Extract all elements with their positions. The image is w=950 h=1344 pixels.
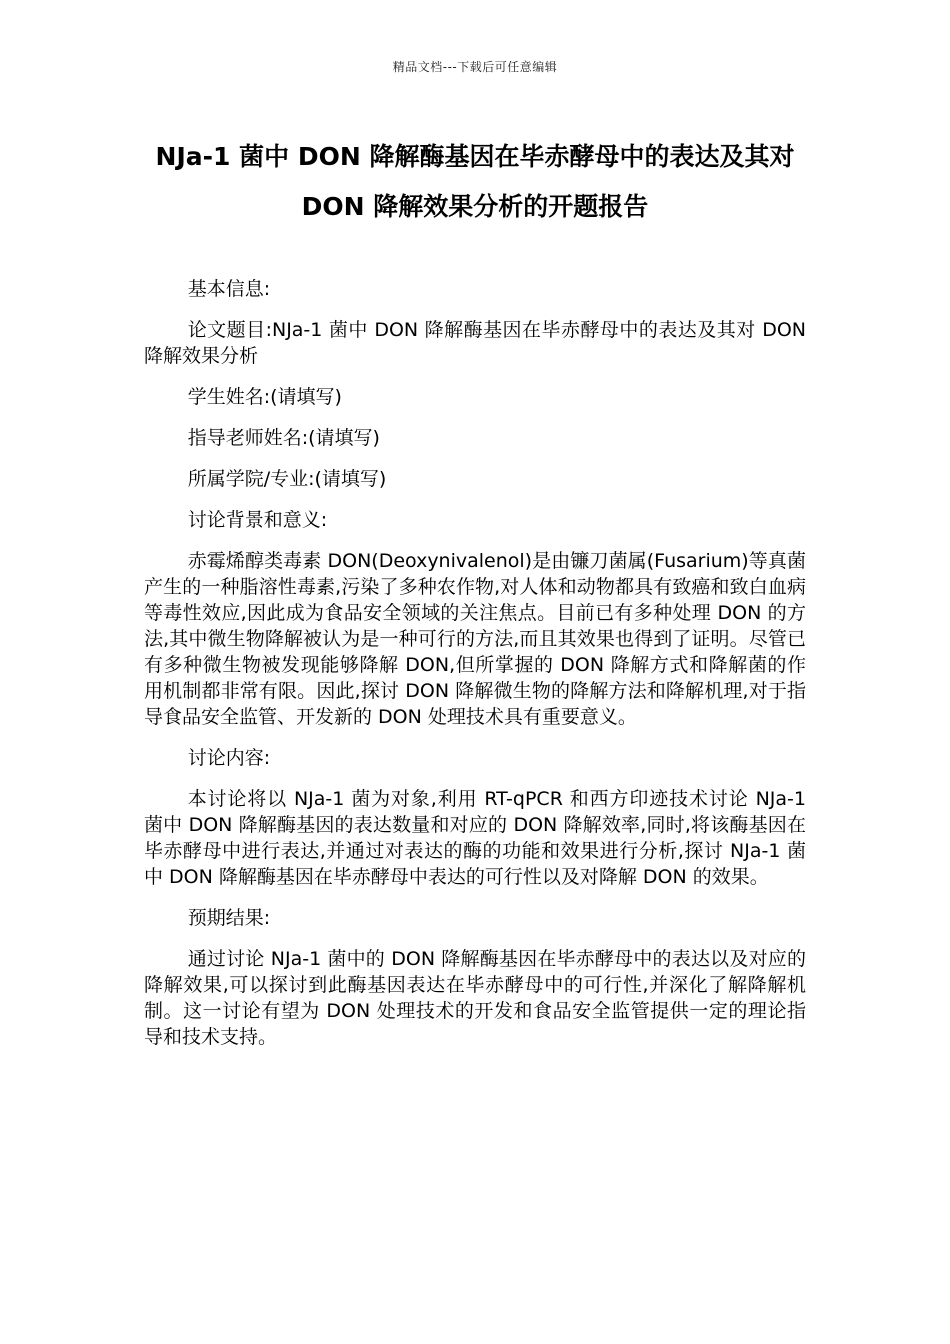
thesis-title-line: 论文题目:NJa-1 菌中 DON 降解酶基因在毕赤酵母中的表达及其对 DON 降解效果分析	[144, 319, 806, 367]
content-paragraph: 本讨论将以 NJa-1 菌为对象,利用 RT-qPCR 和西方印迹技术讨论 NJa-1 菌中 DON 降解酶基因的表达数量和对应的 DON 降解效率,同时,将该酶基因在毕赤酵母中进行表达,并通过对表达的酶的功能和效果进行分析,探讨 NJa-1 菌中 DON 降解酶基因在毕赤酵母中表达的可行性以及对降解 DON 的效果。	[144, 788, 806, 888]
document-title: NJa-1 菌中 DON 降解酶基因在毕赤酵母中的表达及其对 DON 降解效果分析的开题报告	[155, 142, 795, 221]
page-header-note: 精品文档---下载后可任意编辑	[392, 60, 558, 74]
student-name-line: 学生姓名:(请填写)	[187, 386, 342, 408]
results-paragraph: 通过讨论 NJa-1 菌中的 DON 降解酶基因在毕赤酵母中的表达以及对应的降解效果,可以探讨到此酶基因表达在毕赤酵母中的可行性,并深化了解降解机制。这一讨论有望为 DON 处理技术的开发和食品安全监管提供一定的理论指导和技术支持。	[144, 948, 806, 1048]
background-label: 讨论背景和意义:	[187, 509, 328, 531]
document-body	[144, 276, 806, 1065]
content-label: 讨论内容:	[187, 747, 271, 769]
college-major-line: 所属学院/专业:(请填写)	[187, 468, 387, 490]
results-label: 预期结果:	[187, 907, 271, 929]
basic-info-label: 基本信息:	[187, 278, 271, 300]
advisor-name-line: 指导老师姓名:(请填写)	[187, 427, 380, 449]
background-paragraph: 赤霉烯醇类毒素 DON(Deoxynivalenol)是由镰刀菌属(Fusarium)等真菌产生的一种脂溶性毒素,污染了多种农作物,对人体和动物都具有致癌和致白血病等毒性效应,因此成为食品安全领域的关注焦点。目前已有多种处理 DON 的方法,其中微生物降解被认为是一种可行的方法,而且其效果也得到了证明。尽管已有多种微生物被发现能够降解 DON,但所掌握的 DON 降解方式和降解菌的作用机制都非常有限。因此,探讨 DON 降解微生物的降解方法和降解机理,对于指导食品安全监管、开发新的 DON 处理技术具有重要意义。	[144, 550, 806, 728]
